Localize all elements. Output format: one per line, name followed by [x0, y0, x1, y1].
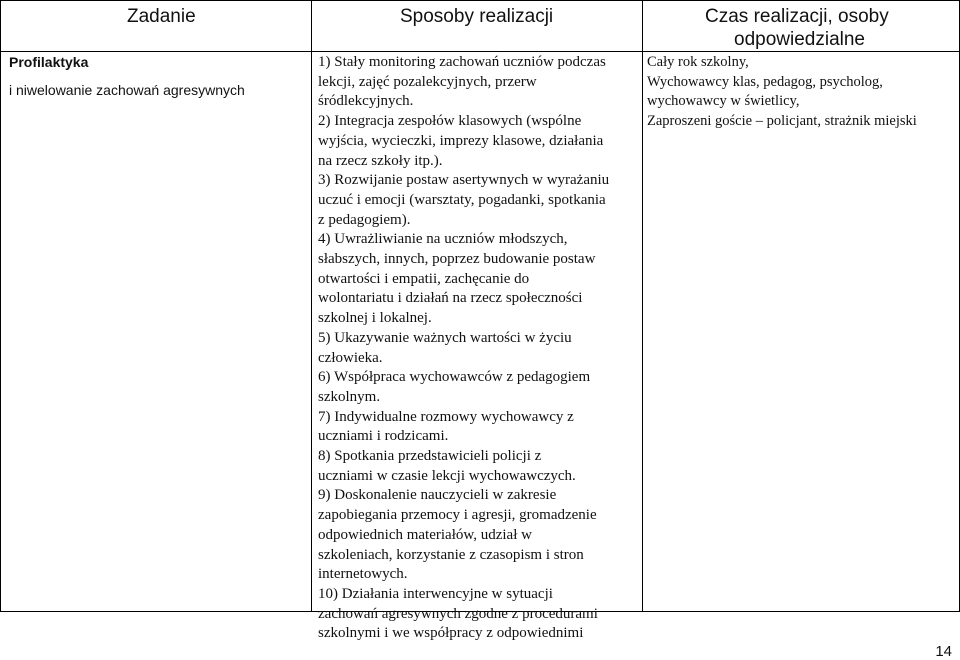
method-line: 6) Współpraca wychowawców z pedagogiem	[318, 369, 591, 386]
method-line: 2) Integracja zespołów klasowych (wspólne	[318, 113, 582, 130]
responsible-line: Wychowawcy klas, pedagog, psycholog,	[647, 73, 883, 90]
method-line: 9) Doskonalenie nauczycieli w zakresie	[318, 487, 557, 504]
task-title: Profilaktyka	[9, 54, 89, 70]
header-methods: Sposoby realizacji	[400, 6, 554, 27]
method-line: lekcji, zajęć pozalekcyjnych, przerw	[318, 73, 537, 90]
method-line: zapobiegania przemocy i agresji, gromadzenie	[318, 507, 597, 524]
method-line: 4) Uwrażliwianie na uczniów młodszych,	[318, 231, 568, 248]
method-line: odpowiednich materiałów, udział w	[318, 526, 532, 543]
method-line: szkoleniach, korzystanie z czasopism i stron	[318, 546, 584, 563]
responsible-line: Zaproszeni goście – policjant, strażnik miejski	[647, 112, 917, 129]
method-line: uczniami w czasie lekcji wychowawczych.	[318, 467, 576, 484]
responsible-line: wychowawcy w świetlicy,	[647, 93, 800, 109]
method-line: otwartości i empatii, zachęcanie do	[318, 270, 530, 287]
task-subtitle: i niwelowanie zachowań agresywnych	[9, 82, 245, 98]
method-line: na rzecz szkoły itp.).	[318, 152, 443, 169]
column-divider-2	[642, 0, 643, 612]
method-line: 3) Rozwijanie postaw asertywnych w wyrażaniu	[318, 172, 610, 189]
method-line: słabszych, innych, poprzez budowanie postaw	[318, 251, 596, 268]
method-line: zachowań agresywnych zgodne z procedurami	[318, 605, 598, 622]
method-line: 5) Ukazywanie ważnych wartości w życiu	[318, 329, 572, 346]
responsible-line: Cały rok szkolny,	[647, 54, 749, 70]
column-divider-1	[311, 0, 312, 612]
method-line: internetowych.	[318, 566, 408, 583]
method-line: szkolnej i lokalnej.	[318, 310, 432, 327]
method-line: śródlekcyjnych.	[318, 93, 414, 110]
method-line: szkolnymi i we współpracy z odpowiednimi	[318, 625, 584, 642]
header-responsible-line1: Czas realizacji, osoby	[705, 6, 889, 27]
method-line: 1) Stały monitoring zachowań uczniów podczas	[318, 54, 606, 70]
header-responsible-line2: odpowiedzialne	[734, 29, 865, 50]
table-top-border	[0, 0, 960, 1]
method-line: człowieka.	[318, 349, 383, 366]
method-line: 10) Działania interwencyjne w sytuacji	[318, 585, 553, 602]
methods-list	[318, 53, 640, 642]
header-task: Zadanie	[127, 6, 196, 27]
method-line: uczuć i emocji (warsztaty, pogadanki, spotkania	[318, 191, 606, 208]
method-line: z pedagogiem).	[318, 211, 411, 228]
method-line: 8) Spotkania przedstawicieli policji z	[318, 448, 542, 465]
responsible-list	[647, 53, 955, 131]
method-line: 7) Indywidualne rozmowy wychowawcy z	[318, 408, 574, 425]
header-bottom-border	[0, 51, 960, 52]
method-line: wolontariatu i działań na rzecz społeczności	[318, 290, 583, 307]
page-number: 14	[935, 643, 952, 660]
method-line: szkolnym.	[318, 388, 381, 405]
method-line: wyjścia, wycieczki, imprezy klasowe, działania	[318, 132, 604, 149]
table-left-border	[0, 0, 1, 612]
method-line: uczniami i rodzicami.	[318, 428, 449, 445]
